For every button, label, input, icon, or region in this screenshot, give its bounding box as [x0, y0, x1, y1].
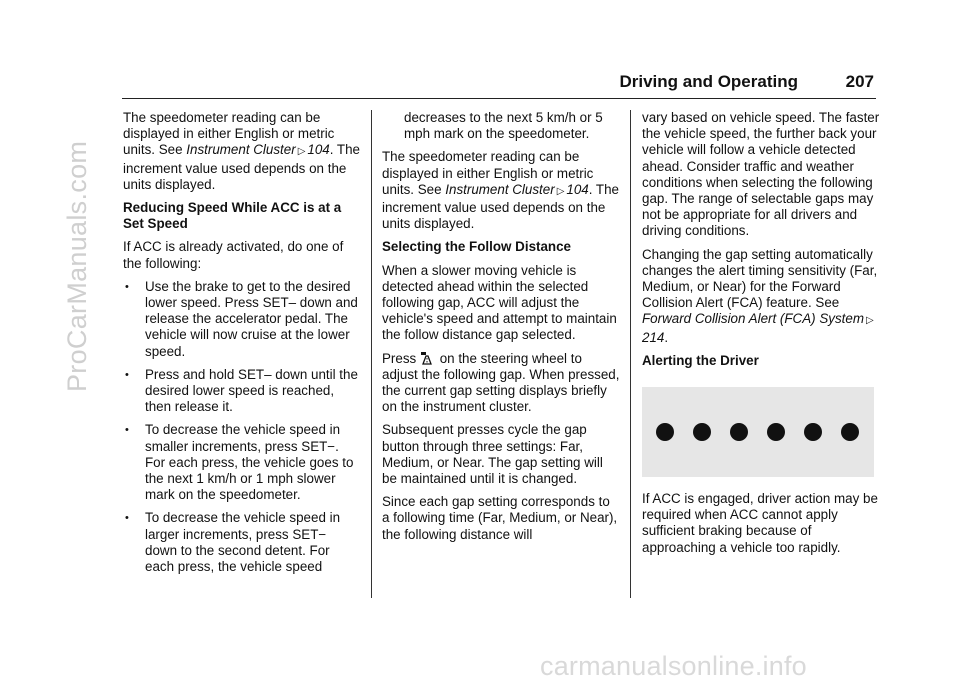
- xref-page[interactable]: 104: [307, 142, 330, 158]
- alert-light-dot: [693, 423, 711, 441]
- column-divider: [371, 110, 372, 598]
- list-item: • To decrease the vehicle speed in larger increments, press SET− down to the second detent. For each press, the vehicle speed: [123, 510, 361, 575]
- xref-page[interactable]: 104: [566, 181, 589, 197]
- paragraph: The speedometer reading can be displayed in either English or metric units. See Instrument Cluster ▷ 104. The increment value used depends on the units displayed.: [382, 149, 620, 232]
- xref-arrow-icon: ▷: [297, 146, 306, 158]
- xref-arrow-icon: ▷: [865, 315, 874, 327]
- paragraph: If ACC is already activated, do one of the following:: [123, 239, 344, 271]
- column-2: [382, 110, 620, 550]
- paragraph: The speedometer reading can be displayed in either English or metric units. See Instrument Cluster ▷ 104. The increment value used depends on the units displayed.: [123, 110, 361, 192]
- list-item: • To decrease the vehicle speed in smaller increments, press SET−. For each press, the vehicle goes to the next 1 km/h or 1 mph slower mark on the speedometer.: [123, 422, 361, 503]
- section-title: Driving and Operating: [619, 72, 798, 91]
- xref-link[interactable]: Instrument Cluster: [186, 142, 296, 158]
- column-1: [123, 110, 361, 582]
- column-divider: [630, 110, 631, 598]
- page-number: 207: [845, 72, 874, 91]
- paragraph: Since each gap setting corresponds to a following time (Far, Medium, or Near), the following distance will: [382, 494, 618, 542]
- side-watermark: ProCarManuals.com: [62, 140, 92, 392]
- paragraph: When a slower moving vehicle is detected ahead within the selected following gap, ACC will adjust the vehicle's speed and attempt to maintain the follow distance gap selected.: [382, 262, 617, 343]
- list-item: • Press and hold SET– down until the desired lower speed is reached, then release it.: [123, 367, 361, 416]
- paragraph: If ACC is engaged, driver action may be required when ACC cannot apply sufficient braking because of approaching a vehicle too rapidly.: [642, 491, 878, 555]
- paragraph: Subsequent presses cycle the gap button through three settings: Far, Medium, or Near. The gap setting will be maintained until it is changed.: [382, 422, 603, 487]
- xref-page[interactable]: 214: [642, 329, 665, 345]
- paragraph: vary based on vehicle speed. The faster the vehicle speed, the further back your vehicle will follow a vehicle detected ahead. Consider traffic and weather conditions when selecting the following gap. The range of selectable gaps may not be appropriate for all drivers and driving conditions.: [642, 110, 880, 239]
- xref-link[interactable]: Instrument Cluster: [445, 181, 555, 197]
- list-item-continuation: decreases to the next 5 km/h or 5 mph mark on the speedometer.: [404, 110, 603, 142]
- section-heading: Alerting the Driver: [642, 352, 759, 368]
- paragraph: Changing the gap setting automatically changes the alert timing sensitivity (Far, Medium, or Near) for the Forward Collision Alert (FCA) feature. See Forward Collision Alert (FCA) System ▷214.: [642, 246, 878, 345]
- alert-light-dot: [841, 423, 859, 441]
- follow-gap-icon: [420, 351, 434, 365]
- xref-link[interactable]: Forward Collision Alert (FCA) System: [642, 311, 864, 327]
- alert-light-dot: [767, 423, 785, 441]
- alert-light-dot: [656, 423, 674, 441]
- alert-light-dot: [730, 423, 748, 441]
- list-item: • Use the brake to get to the desired lower speed. Press SET– down and release the accelerator pedal. The vehicle will now cruise at the lower speed.: [123, 279, 361, 360]
- xref-arrow-icon: ▷: [556, 185, 565, 197]
- section-heading: Reducing Speed While ACC is at a Set Speed: [123, 200, 342, 232]
- alert-light-dot: [804, 423, 822, 441]
- column-3: [642, 110, 880, 563]
- driver-alert-illustration: [642, 387, 874, 477]
- footer-watermark: carmanualsonline.info: [540, 651, 807, 681]
- section-heading: Selecting the Follow Distance: [382, 239, 571, 255]
- header-rule: [122, 98, 876, 99]
- page-header: [120, 70, 878, 96]
- paragraph: Press on the steering wheel to adjust the following gap. When pressed, the current gap setting displays briefly on the instrument cluster.: [382, 350, 620, 415]
